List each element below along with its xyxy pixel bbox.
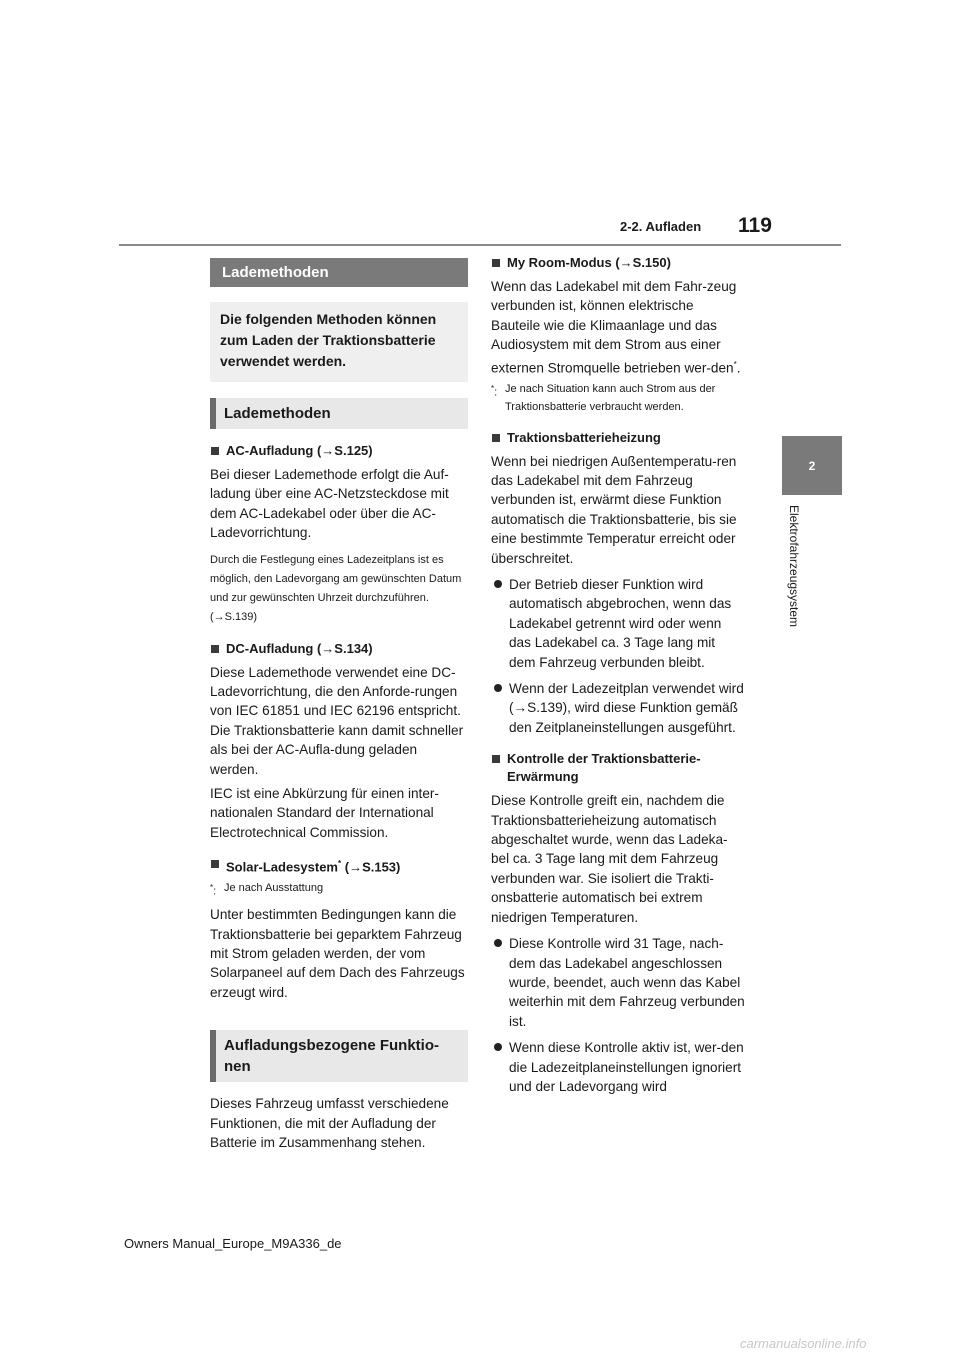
dc-body: Diese Lademethode verwendet eine DC-Ladevorrichtung, die den Anforde-rungen von IEC 61851 und IEC 62196 entspricht. Die Traktionsbatterie kann damit schneller als bei der AC-Aufla-dung geladen werden. [210, 664, 464, 777]
functions-body: Dieses Fahrzeug umfasst verschiedene Funktionen, die mit der Aufladung der Batterie im Zusammenhang stehen. [210, 1096, 449, 1151]
header-rule [119, 244, 841, 246]
square-bullet-icon [492, 755, 500, 763]
page-number: 119 [738, 214, 772, 237]
square-bullet-icon [492, 259, 500, 267]
square-bullet-icon [211, 645, 219, 653]
chapter-label: Elektrofahrzeugsystem [787, 505, 801, 628]
list-item: Diese Kontrolle wird 31 Tage, nach-dem das Ladekabel angeschlossen wurde, beendet, auch wenn das Kabel weiterhin mit dem Fahrzeug verbunden ist. [491, 934, 745, 1031]
list-item: Wenn der Ladezeitplan verwendet wird (→S.139), wird diese Funktion gemäß den Zeitplaneinstellungen ausgeführt. [491, 679, 745, 737]
footer-text: Owners Manual_Europe_M9A336_de [124, 1236, 342, 1251]
subsection-room-title: My Room-Modus (→S.150) [491, 254, 745, 272]
bullet-dot-icon [491, 575, 509, 672]
subsection-solar-title: Solar-Ladesystem* (→S.153) [210, 855, 468, 876]
bullet-dot-icon [491, 679, 509, 737]
room-body: Wenn das Ladekabel mit dem Fahr-zeug verbunden ist, können elektrische Bauteile wie die Klimaanlage und das Audiosystem mit dem Strom aus einer externen Stromquelle betrieben wer-den*. [491, 279, 741, 376]
subsection-dc-title: DC-Aufladung (→S.134) [210, 640, 468, 658]
main-section-banner: Lademethoden [210, 258, 468, 287]
sub-section-banner-methods: Lademethoden [210, 398, 468, 429]
square-bullet-icon [492, 434, 500, 442]
list-item: Der Betrieb dieser Funktion wird automatisch abgebrochen, wenn das Ladekabel getrennt wird oder wenn das Ladekabel ca. 3 Tage lang mit dem Fahrzeug verbunden bleibt. [491, 575, 745, 672]
intro-box: Die folgenden Methoden können zum Laden der Traktionsbatterie verwendet werden. [210, 302, 468, 382]
subsection-heat-title: Traktionsbatterieheizung [491, 429, 745, 447]
chapter-tab [782, 436, 842, 495]
sub-section-banner-functions: Aufladungsbezogene Funktio-nen [210, 1030, 468, 1082]
subsection-ac-title: AC-Aufladung (→S.125) [210, 442, 468, 460]
ac-body: Bei dieser Lademethode erfolgt die Auf-ladung über eine AC-Netzsteckdose mit dem AC-Ladekabel oder über die AC-Ladevorrichtung. [210, 467, 449, 541]
square-bullet-icon [211, 447, 219, 455]
right-column [491, 255, 745, 1096]
solar-footnote: *: Je nach Ausstattung [210, 881, 324, 898]
square-bullet-icon [211, 860, 219, 868]
ac-note: Durch die Festlegung eines Ladezeitplans ist es möglich, den Ladevorgang am gewünschten Datum und zur gewünschten Uhrzeit durchzuführen. (→S.139) [210, 553, 462, 623]
solar-body: Unter bestimmten Bedingungen kann die Traktionsbatterie bei geparktem Fahrzeug mit Strom geladen werden, der vom Solarpaneel auf dem Dach des Fahrzeugs erzeugt wird. [210, 907, 465, 1000]
bullet-dot-icon [491, 934, 509, 1031]
control-body: Diese Kontrolle greift ein, nachdem die Traktionsbatterieheizung automatisch abgeschaltet wurde, wenn das Ladeka-bel ca. 3 Tage lang mit dem Fahrzeug verbunden war. Sie isoliert die Trakti-onsbatterie automatisch bei extrem niedrigen Temperaturen. [491, 793, 728, 925]
watermark: carmanualsonline.info [740, 1336, 867, 1351]
chapter-tab-number: 2 [808, 458, 816, 473]
subsection-control-title: Kontrolle der Traktionsbatterie-Erwärmung [491, 750, 745, 786]
list-item: Wenn diese Kontrolle aktiv ist, wer-den die Ladezeitplaneinstellungen ignoriert und der Ladevorgang wird [491, 1038, 745, 1096]
heat-body: Wenn bei niedrigen Außentemperatu-ren das Ladekabel mit dem Fahrzeug verbunden ist, erwärmt diese Funktion automatisch die Traktionsbatterie, bis sie eine bestimmte Temperatur erreicht oder überschreitet. [491, 453, 737, 566]
bullet-dot-icon [491, 1038, 509, 1096]
room-footnote: *: Je nach Situation kann auch Strom aus der Traktionsbatterie verbraucht werden. [491, 382, 716, 413]
section-heading: 2-2. Aufladen [620, 219, 702, 234]
dc-body-2: IEC ist eine Abkürzung für einen inter-nationalen Standard der International Electrotechnical Commission. [210, 786, 439, 840]
left-column [210, 258, 468, 1153]
